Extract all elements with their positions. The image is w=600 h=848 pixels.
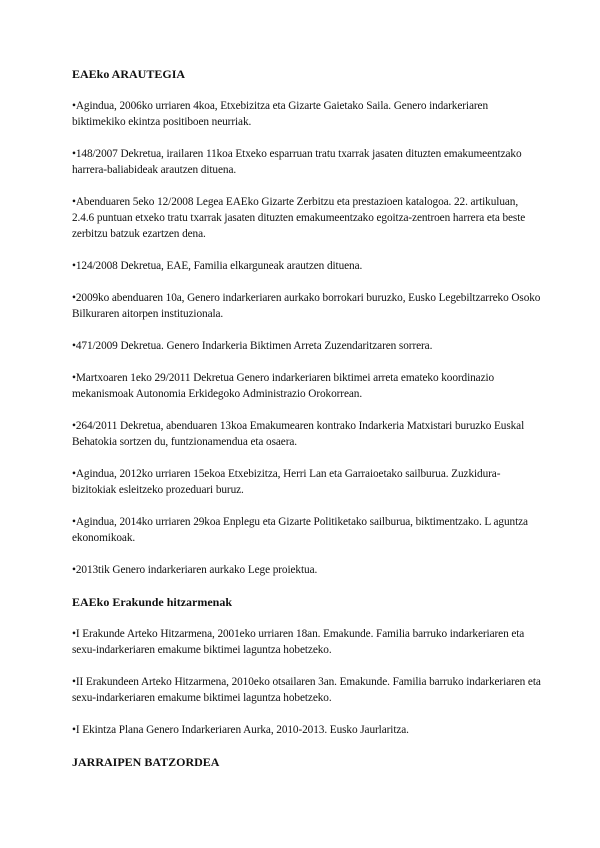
list-item: •Martxoaren 1eko 29/2011 Dekretua Genero indarkeriaren biktimei arreta emateko koordinazio mekanismoak Autonomia Erkidegoko Administrazio Orokorrean. xyxy=(72,372,495,400)
list-item: •II Erakundeen Arteko Hitzarmena, 2010eko otsailaren 3an. Emakunde. Familia barruko indarkeriaren eta sexu-indarkeriaren emakume biktimei laguntza hobetzeko. xyxy=(72,676,541,704)
list-item: •148/2007 Dekretua, irailaren 11koa Etxeko esparruan tratu txarrak jasaten dituzten emakumeentzako harrera-baliabideak arautzen dituena. xyxy=(72,148,522,176)
section-heading-hitzarmenak: EAEko Erakunde hitzarmenak xyxy=(72,595,233,609)
section-heading-arautegia: EAEko ARAUTEGIA xyxy=(72,67,186,81)
list-item: •124/2008 Dekretua, EAE, Familia elkarguneak arautzen dituena. xyxy=(72,260,363,272)
document-body xyxy=(72,66,542,770)
list-item: •Agindua, 2014ko urriaren 29koa Enplegu eta Gizarte Politiketako sailburua, biktimentzako. L aguntza ekonomikoak. xyxy=(72,516,528,544)
list-item: •I Ekintza Plana Genero Indarkeriaren Aurka, 2010-2013. Eusko Jaurlaritza. xyxy=(72,724,409,736)
section-heading-jarraipen-batzordea: JARRAIPEN BATZORDEA xyxy=(72,755,220,769)
list-item: •471/2009 Dekretua. Genero Indarkeria Biktimen Arreta Zuzendaritzaren sorrera. xyxy=(72,340,433,352)
list-item: •2009ko abenduaren 10a, Genero indarkeriaren aurkako borrokari buruzko, Eusko Legebiltzarreko Osoko Bilkuraren aitorpen instituzionala. xyxy=(72,292,541,320)
list-item: •264/2011 Dekretua, abenduaren 13koa Emakumearen kontrako Indarkeria Matxistari buruzko Euskal Behatokia sortzen du, funtzionamendua eta osaera. xyxy=(72,420,525,448)
list-item: •Agindua, 2006ko urriaren 4koa, Etxebizitza eta Gizarte Gaietako Saila. Genero indarkeriaren biktimekiko ekintza positiboen neurriak. xyxy=(72,100,489,128)
list-item: •I Erakunde Arteko Hitzarmena, 2001eko urriaren 18an. Emakunde. Familia barruko indarkeriaren eta sexu-indarkeriaren emakume biktimei laguntza hobetzeko. xyxy=(72,628,525,656)
list-item: •Abenduaren 5eko 12/2008 Legea EAEko Gizarte Zerbitzu eta prestazioen katalogoa. 22. artikuluan, 2.4.6 puntuan etxeko tratu txarrak jasaten dituzten emakumeentzako egoitza-zentroen harrera eta beste zerbitzu batzuk ezartzen dena. xyxy=(72,196,526,240)
list-item: •Agindua, 2012ko urriaren 15ekoa Etxebizitza, Herri Lan eta Garraioetako sailburua. Zuzkidura-bizitokiak esleitzeko prozeduari buruz. xyxy=(72,468,501,496)
list-item: •2013tik Genero indarkeriaren aurkako Lege proiektua. xyxy=(72,564,318,576)
